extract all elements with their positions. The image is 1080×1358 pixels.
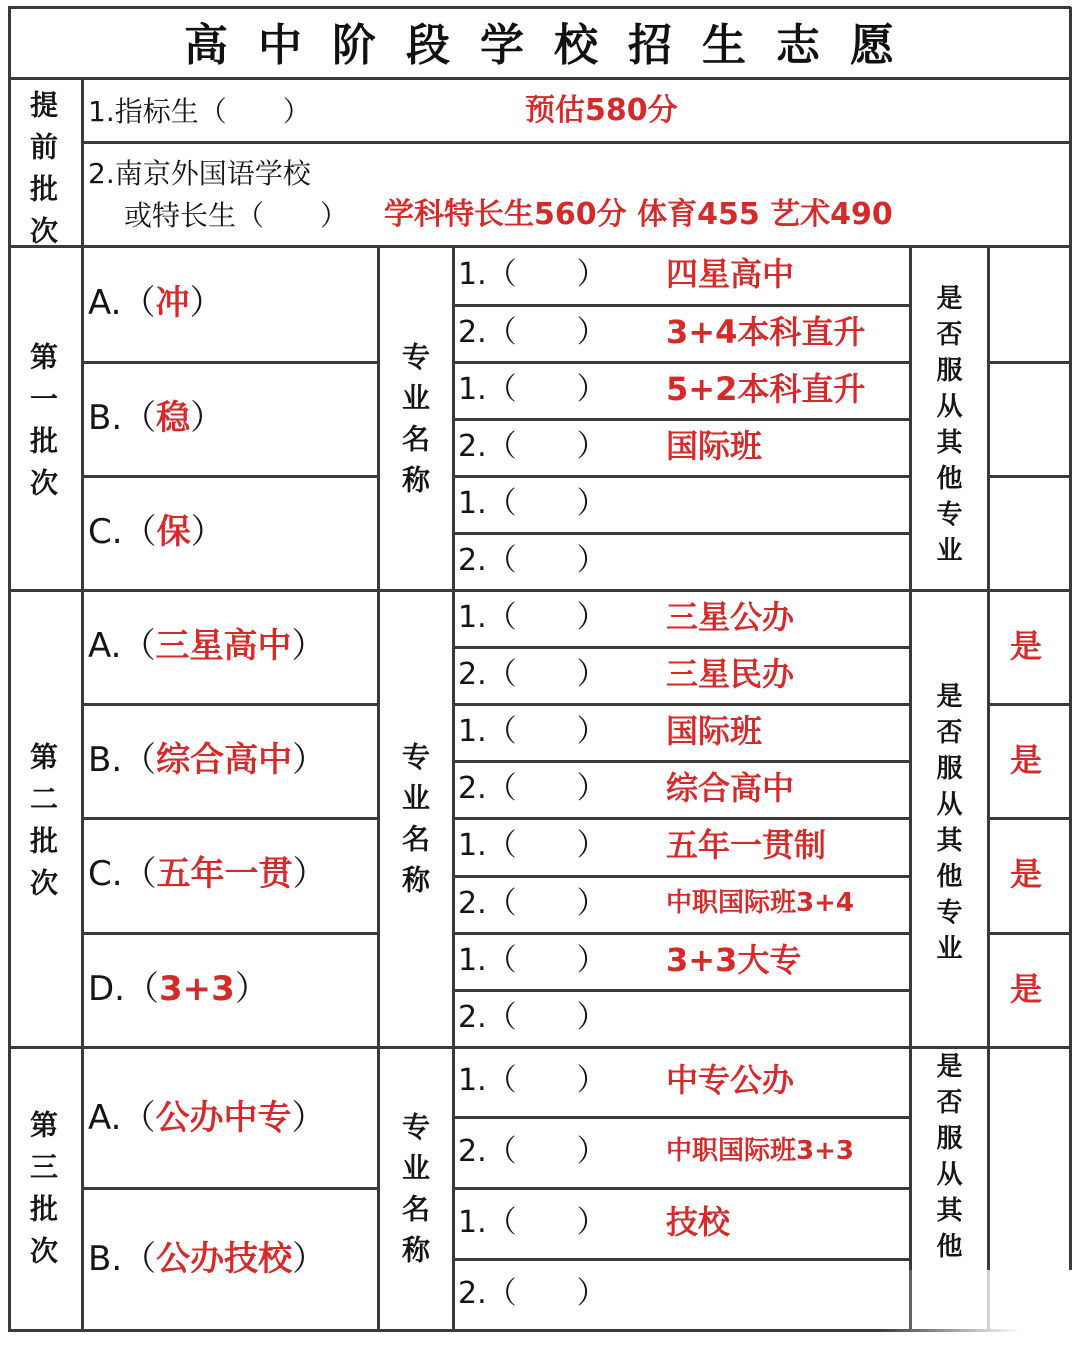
batch1-row-num: 2.（ ） bbox=[458, 428, 607, 464]
group-prefix: B.（ bbox=[88, 740, 157, 780]
batch3-label: 第三批次 bbox=[26, 1110, 59, 1278]
batch2-row-note: 三星民办 bbox=[666, 654, 795, 693]
batch2-row-num: 1.（ ） bbox=[458, 828, 607, 863]
batch2-obey-value: 是 bbox=[1010, 855, 1043, 893]
group-prefix: B.（ bbox=[88, 398, 157, 438]
batch3-row-num: 2.（ ） bbox=[458, 1133, 607, 1169]
group-name: 五年一贯 bbox=[156, 854, 293, 894]
grid-line-v bbox=[452, 246, 455, 1330]
grid-line-h bbox=[82, 475, 378, 478]
grid-line-h bbox=[453, 1258, 910, 1261]
form-title: 高中阶段学校招生志愿 bbox=[184, 20, 924, 71]
grid-line-h bbox=[453, 1187, 910, 1190]
batch3-row-note: 技校 bbox=[666, 1202, 731, 1241]
batch3-row-num: 1.（ ） bbox=[458, 1204, 607, 1240]
batch2-row-num: 1.（ ） bbox=[458, 942, 607, 978]
group-name: 保 bbox=[156, 512, 191, 552]
grid-line-h bbox=[82, 817, 378, 820]
grid-line-h bbox=[82, 1187, 378, 1190]
group-name: 综合高中 bbox=[156, 740, 293, 780]
batch1-row-note: 3+4本科直升 bbox=[666, 312, 866, 351]
grid-line-h bbox=[453, 361, 910, 364]
early-line1: 1.指标生（ ） bbox=[88, 95, 311, 128]
batch1-row-note: 5+2本科直升 bbox=[666, 369, 866, 408]
grid-line-h bbox=[453, 760, 910, 763]
grid-line-h bbox=[988, 703, 1071, 706]
batch3-row-note: 中专公办 bbox=[666, 1061, 795, 1099]
group-prefix: D.（ bbox=[88, 969, 159, 1009]
grid-line-h bbox=[453, 646, 910, 649]
group-prefix: A.（ bbox=[88, 1098, 156, 1138]
grid-line-h bbox=[8, 6, 1071, 9]
grid-line-h bbox=[8, 77, 1071, 80]
grid-line-h bbox=[988, 817, 1071, 820]
batch2-row-num: 2.（ ） bbox=[458, 770, 607, 806]
batch2-row-note: 3+3大专 bbox=[666, 940, 802, 979]
grid-line-v bbox=[8, 7, 11, 1330]
grid-line-h bbox=[82, 703, 378, 706]
batch1-major-label: 专业名称 bbox=[398, 342, 431, 506]
batch1-group-0 bbox=[88, 283, 224, 323]
grid-line-v bbox=[1069, 7, 1072, 1330]
batch2-row-note: 中职国际班3+4 bbox=[666, 887, 854, 918]
batch2-group-1 bbox=[88, 740, 327, 780]
group-suffix: ） bbox=[234, 969, 269, 1009]
batch2-label: 第二批次 bbox=[26, 742, 59, 910]
group-name: 3+3 bbox=[159, 969, 235, 1009]
group-suffix: ） bbox=[190, 398, 225, 438]
batch2-row-note: 三星公办 bbox=[666, 597, 795, 636]
group-prefix: A.（ bbox=[88, 626, 156, 666]
group-suffix: ） bbox=[291, 626, 326, 666]
batch1-row-num: 2.（ ） bbox=[458, 542, 607, 578]
grid-line-h bbox=[453, 932, 910, 935]
grid-line-h bbox=[453, 418, 910, 421]
batch2-row-num: 1.（ ） bbox=[458, 713, 607, 749]
batch1-row-num: 2.（ ） bbox=[458, 314, 607, 350]
batch3-group-0 bbox=[88, 1098, 326, 1138]
grid-line-h bbox=[82, 932, 378, 935]
batch1-row-note: 国际班 bbox=[666, 426, 763, 465]
batch1-group-1 bbox=[88, 398, 225, 438]
group-suffix: ） bbox=[292, 1239, 327, 1279]
bottom-fade bbox=[880, 1270, 1080, 1358]
batch2-obey-value: 是 bbox=[1010, 970, 1043, 1008]
grid-line-h bbox=[988, 475, 1071, 478]
grid-line-h bbox=[988, 361, 1071, 364]
group-name: 公办中专 bbox=[155, 1098, 292, 1138]
batch2-row-note: 综合高中 bbox=[666, 768, 795, 807]
grid-line-h bbox=[453, 304, 910, 307]
batch1-obey-label: 是否服从其他专业 bbox=[932, 284, 962, 572]
early-line1-note: 预估580分 bbox=[525, 93, 678, 128]
group-name: 三星高中 bbox=[155, 626, 292, 666]
group-suffix: ） bbox=[292, 740, 327, 780]
batch2-obey-value: 是 bbox=[1010, 627, 1043, 665]
batch2-major-label: 专业名称 bbox=[398, 742, 431, 906]
grid-line-h bbox=[453, 703, 910, 706]
grid-line-h bbox=[82, 141, 1071, 144]
grid-line-h bbox=[453, 475, 910, 478]
batch2-row-note: 国际班 bbox=[666, 711, 763, 750]
batch3-major-label: 专业名称 bbox=[398, 1112, 431, 1276]
batch2-row-num: 2.（ ） bbox=[458, 999, 607, 1035]
batch1-row-num: 1.（ ） bbox=[458, 256, 607, 292]
batch2-row-note: 五年一贯制 bbox=[666, 826, 827, 864]
grid-line-h bbox=[453, 1116, 910, 1119]
group-prefix: B.（ bbox=[88, 1239, 157, 1279]
grid-line-h bbox=[82, 361, 378, 364]
batch2-row-num: 2.（ ） bbox=[458, 885, 607, 921]
group-suffix: ） bbox=[189, 283, 224, 323]
grid-line-h bbox=[453, 817, 910, 820]
group-prefix: A.（ bbox=[88, 283, 156, 323]
batch3-obey-label: 是否服从其他 bbox=[932, 1052, 962, 1268]
group-name: 冲 bbox=[155, 283, 190, 323]
group-prefix: C.（ bbox=[88, 854, 157, 894]
early-line2-note: 学科特长生560分 体育455 艺术490 bbox=[384, 197, 893, 232]
batch1-row-note: 四星高中 bbox=[666, 254, 795, 293]
early-line2a: 2.南京外国语学校 bbox=[88, 157, 311, 190]
group-suffix: ） bbox=[291, 1098, 326, 1138]
batch3-group-1 bbox=[88, 1239, 327, 1279]
batch1-row-num: 1.（ ） bbox=[458, 371, 607, 407]
batch1-label: 第一批次 bbox=[26, 342, 59, 510]
batch3-row-num: 1.（ ） bbox=[458, 1063, 607, 1098]
batch2-group-3 bbox=[88, 969, 269, 1009]
grid-line-v bbox=[377, 246, 380, 1330]
group-suffix: ） bbox=[190, 512, 225, 552]
batch2-row-num: 1.（ ） bbox=[458, 599, 607, 635]
grid-line-v bbox=[987, 246, 990, 1330]
batch3-row-num: 2.（ ） bbox=[458, 1275, 607, 1311]
batch2-group-0 bbox=[88, 626, 326, 666]
batch3-row-note: 中职国际班3+3 bbox=[666, 1135, 854, 1166]
batch2-obey-value: 是 bbox=[1010, 741, 1043, 779]
group-prefix: C.（ bbox=[88, 512, 157, 552]
early-batch-label: 提前批次 bbox=[26, 90, 59, 258]
batch1-row-num: 1.（ ） bbox=[458, 485, 607, 521]
grid-line-h bbox=[453, 989, 910, 992]
group-suffix: ） bbox=[292, 854, 327, 894]
batch2-row-num: 2.（ ） bbox=[458, 656, 607, 692]
batch2-group-2 bbox=[88, 854, 327, 894]
batch1-group-2 bbox=[88, 512, 225, 552]
batch2-obey-label: 是否服从其他专业 bbox=[932, 682, 962, 970]
early-line2b: 或特长生（ ） bbox=[124, 199, 349, 232]
grid-line-h bbox=[988, 932, 1071, 935]
grid-line-h bbox=[453, 875, 910, 878]
grid-line-v bbox=[909, 246, 912, 1330]
group-name: 公办技校 bbox=[156, 1239, 293, 1279]
grid-line-h bbox=[453, 532, 910, 535]
group-name: 稳 bbox=[156, 398, 191, 438]
